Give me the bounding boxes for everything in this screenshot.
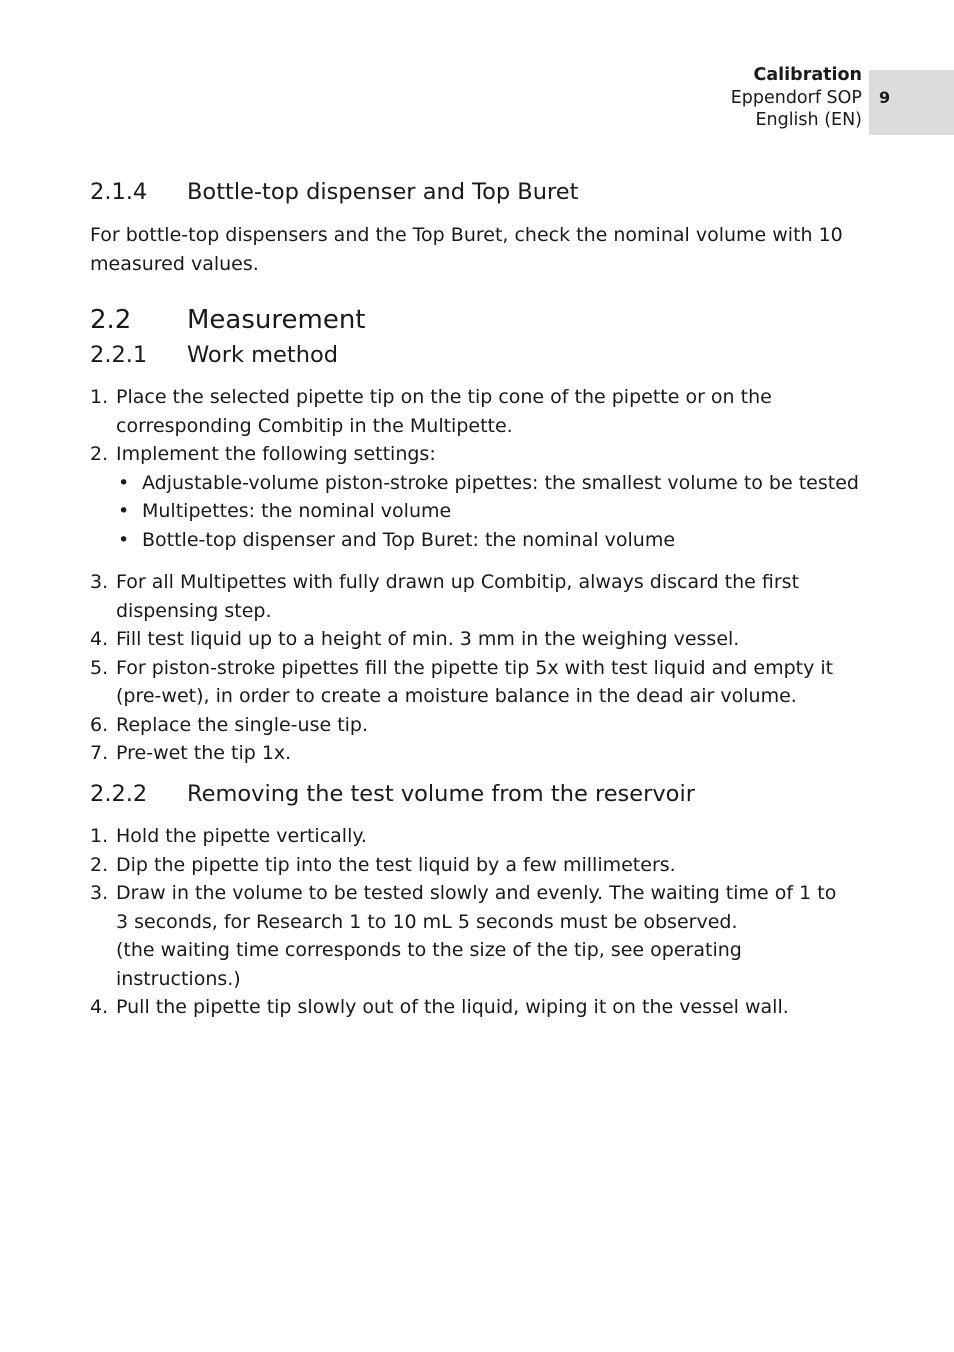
step-number: 7. bbox=[90, 742, 109, 764]
step-number: 5. bbox=[90, 656, 109, 679]
heading-2-2 bbox=[90, 305, 366, 335]
page-number-tab bbox=[869, 70, 954, 135]
section-title: Measurement bbox=[187, 305, 366, 335]
step-line: Replace the single-use tip. bbox=[116, 713, 369, 736]
list-item bbox=[90, 879, 865, 993]
step-line: Draw in the volume to be tested slowly and evenly. The waiting time of 1 to bbox=[116, 882, 837, 904]
step-line: Hold the pipette vertically. bbox=[116, 825, 367, 847]
step-number: 1. bbox=[90, 825, 109, 847]
step-line: Pull the pipette tip slowly out of the liquid, wiping it on the vessel wall. bbox=[116, 996, 789, 1018]
work-method-steps-2 bbox=[90, 568, 865, 768]
step-number: 6. bbox=[90, 713, 109, 736]
step-line: For piston-stroke pipettes fill the pipette tip 5x with test liquid and empty it bbox=[116, 656, 834, 679]
bullet: • bbox=[118, 500, 130, 522]
section-title: Work method bbox=[187, 342, 339, 368]
header-document: Eppendorf SOP bbox=[730, 87, 862, 108]
step-line: (pre-wet), in order to create a moisture balance in the dead air volume. bbox=[116, 685, 797, 707]
list-item bbox=[90, 993, 865, 1022]
list-item bbox=[90, 625, 865, 654]
step-line: Fill test liquid up to a height of min. 3 mm in the weighing vessel. bbox=[116, 628, 740, 650]
list-item bbox=[116, 497, 865, 526]
settings-list bbox=[116, 469, 865, 555]
heading-2-2-2 bbox=[90, 781, 695, 807]
bullet: • bbox=[118, 471, 130, 494]
list-item bbox=[90, 851, 865, 880]
step-number: 3. bbox=[90, 571, 109, 593]
section-number: 2.1.4 bbox=[90, 179, 148, 205]
work-method-steps-1 bbox=[90, 383, 865, 554]
section-number: 2.2.1 bbox=[90, 342, 148, 368]
step-line: dispensing step. bbox=[116, 599, 272, 622]
section-number: 2.2.2 bbox=[90, 781, 148, 807]
heading-2-1-4 bbox=[90, 179, 578, 205]
step-line: 3 seconds, for Research 1 to 10 mL 5 seconds must be observed. bbox=[116, 910, 738, 933]
bullet: • bbox=[118, 528, 130, 551]
list-item bbox=[90, 568, 865, 625]
list-item bbox=[90, 822, 865, 851]
step-number: 4. bbox=[90, 996, 109, 1018]
step-text: Place the selected pipette tip on the tip cone of the pipette or on the corresponding Combitip in the Multipette. bbox=[116, 386, 772, 437]
step-line: Dip the pipette tip into the test liquid by a few millimeters. bbox=[116, 853, 676, 876]
page-number: 9 bbox=[879, 88, 891, 107]
step-line: For all Multipettes with fully drawn up Combitip, always discard the first bbox=[116, 571, 800, 593]
step-line: instructions.) bbox=[116, 967, 241, 990]
setting-text: Adjustable-volume piston-stroke pipettes: the smallest volume to be tested bbox=[142, 471, 859, 494]
step-number: 3. bbox=[90, 882, 109, 904]
header-language: English (EN) bbox=[755, 110, 862, 130]
setting-text: Multipettes: the nominal volume bbox=[142, 500, 452, 522]
step-text: Implement the following settings: bbox=[116, 443, 436, 465]
step-number: 2. bbox=[90, 853, 109, 876]
reservoir-steps bbox=[90, 822, 865, 1022]
list-item bbox=[90, 654, 865, 711]
section-title: Removing the test volume from the reservoir bbox=[187, 781, 695, 807]
step-number: 4. bbox=[90, 628, 109, 650]
step-line: Pre-wet the tip 1x. bbox=[116, 742, 292, 764]
page-header bbox=[482, 64, 862, 132]
step-line: (the waiting time corresponds to the size of the tip, see operating bbox=[116, 939, 742, 961]
header-chapter: Calibration bbox=[753, 65, 862, 85]
setting-text: Bottle-top dispenser and Top Buret: the nominal volume bbox=[142, 528, 676, 551]
section-number: 2.2 bbox=[90, 305, 132, 335]
list-item bbox=[116, 526, 865, 555]
list-item bbox=[116, 469, 865, 498]
step-number: 1. bbox=[90, 386, 109, 408]
list-item bbox=[90, 440, 865, 554]
paragraph-2-1-4: For bottle-top dispensers and the Top Buret, check the nominal volume with 10 measured values. bbox=[90, 224, 843, 275]
list-item bbox=[90, 711, 865, 740]
list-item bbox=[90, 383, 865, 440]
step-number: 2. bbox=[90, 443, 109, 465]
heading-2-2-1 bbox=[90, 342, 338, 368]
list-item bbox=[90, 739, 865, 768]
section-title: Bottle-top dispenser and Top Buret bbox=[187, 179, 579, 205]
